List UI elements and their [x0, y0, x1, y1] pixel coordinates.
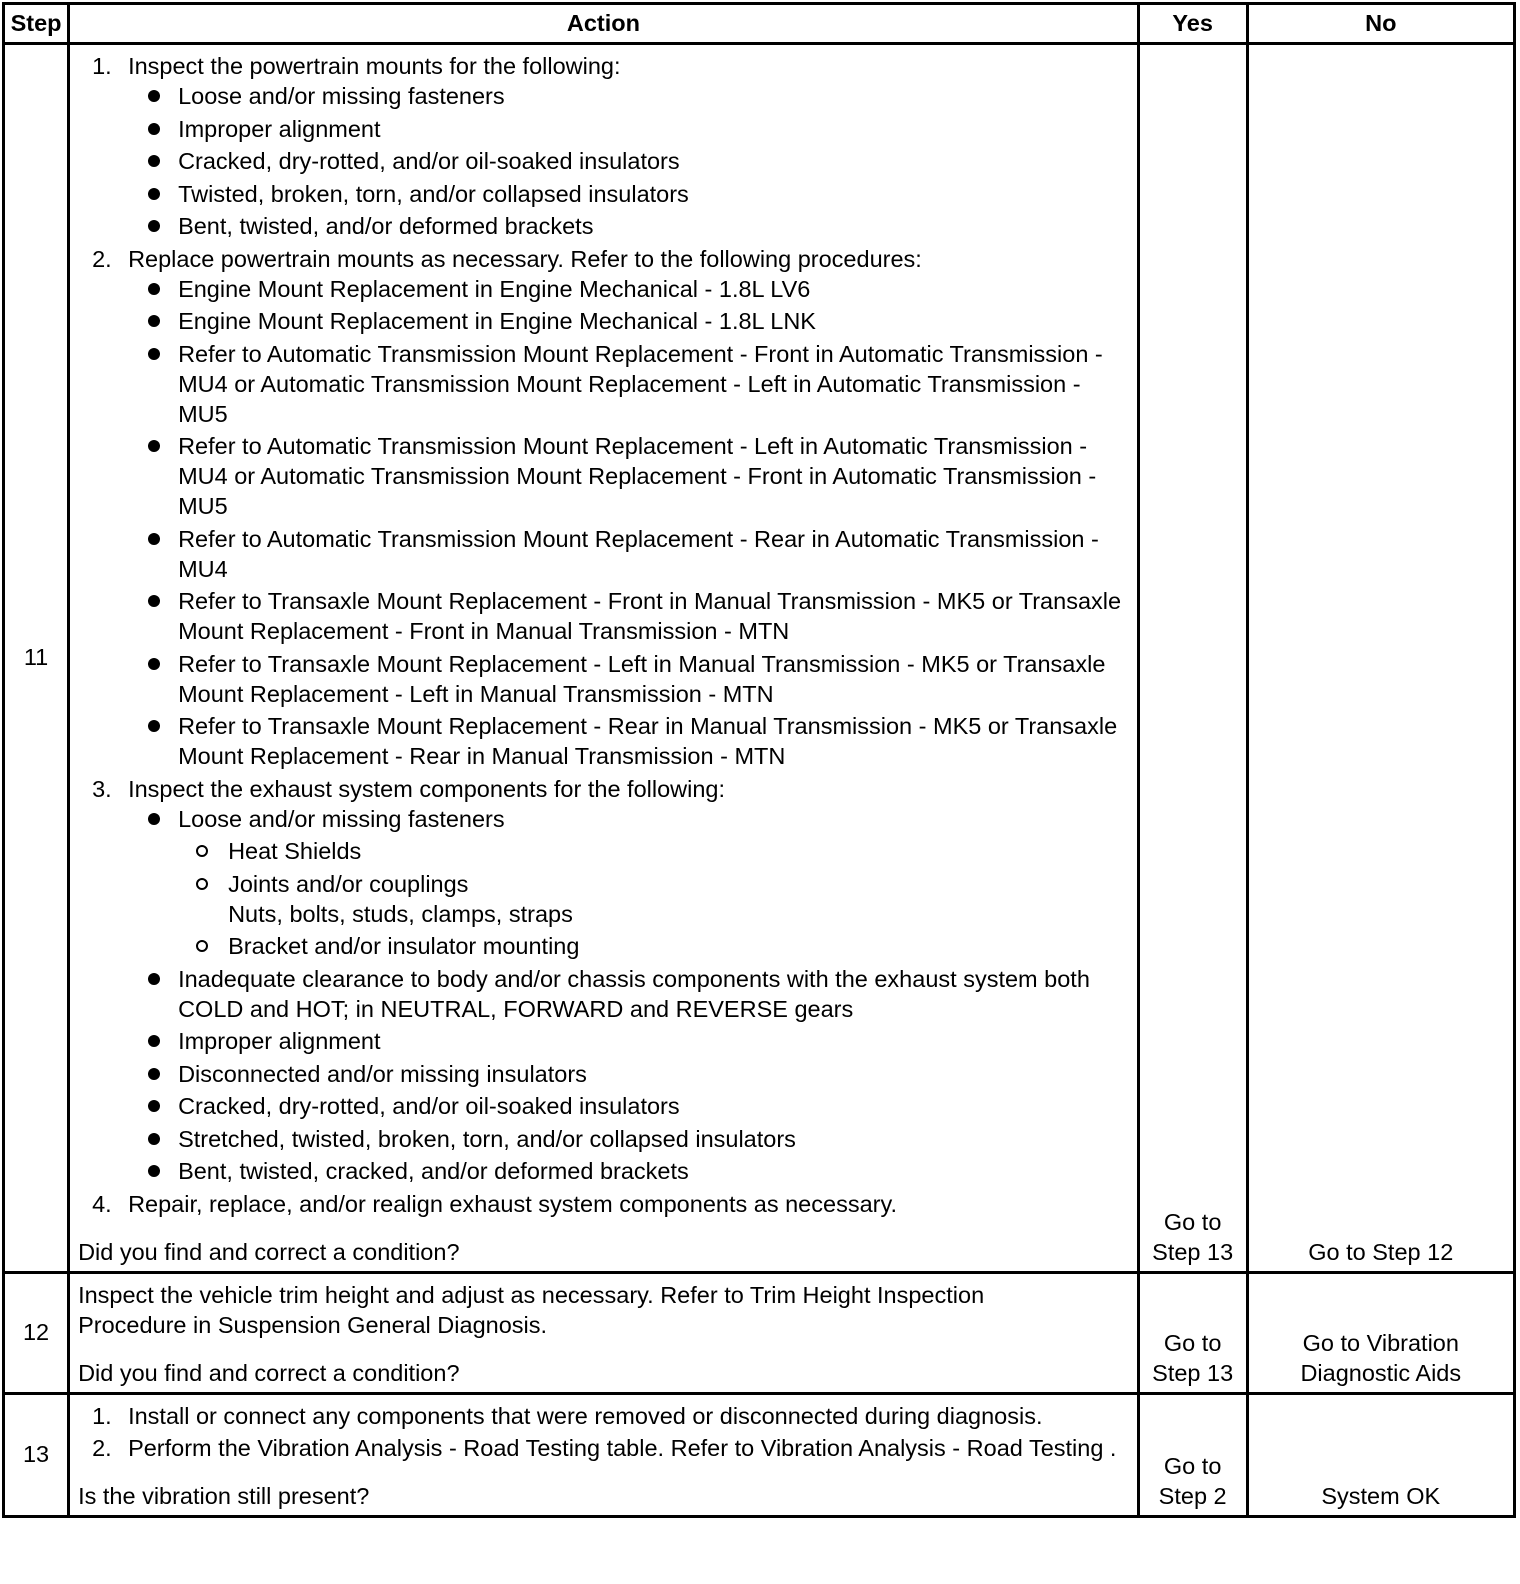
bullet-icon [148, 220, 160, 232]
bullet-icon [148, 658, 160, 670]
yes-link[interactable]: Step 2 [1158, 1482, 1227, 1509]
procedure-link-item: Refer to Transaxle Mount Replacement - Rear in Manual Transmission - MK5 or Transaxle Mount Replacement - Rear in Manual Transmission - MTN [78, 711, 1129, 771]
table-row-step-13 [4, 1393, 1515, 1516]
bullet-icon [148, 1100, 160, 1112]
yes-link[interactable]: Step 13 [1152, 1238, 1234, 1265]
step-number: 13 [4, 1393, 69, 1516]
no-cell [1247, 1272, 1514, 1393]
bullet-icon [148, 283, 160, 295]
header-action: Action [69, 4, 1139, 44]
no-link[interactable]: Go to Step 12 [1308, 1238, 1454, 1265]
action-cell [69, 44, 1139, 1273]
bullet-icon [148, 348, 160, 360]
bullet-icon [148, 1133, 160, 1145]
bullet-list [78, 964, 1129, 1187]
bullet-icon [148, 155, 160, 167]
bullet-icon [148, 1165, 160, 1177]
list-item: Inadequate clearance to body and/or chassis components with the exhaust system both COLD and HOT; in NEUTRAL, FORWARD and REVERSE gears [78, 964, 1129, 1024]
bullet-icon [148, 123, 160, 135]
bullet-icon [148, 440, 160, 452]
bullet-list [78, 274, 1129, 772]
action-cell [69, 1393, 1139, 1516]
list-item: Loose and/or missing fasteners [78, 804, 1129, 834]
list-item: 2. Replace powertrain mounts as necessary. Refer to the following procedures: [92, 245, 922, 272]
list-item: 4. Repair, replace, and/or realign exhaust system components as necessary. [92, 1190, 897, 1217]
bullet-icon [148, 533, 160, 545]
procedure-link-item: Engine Mount Replacement in Engine Mechanical - 1.8L LNK [78, 306, 1129, 336]
procedure-link-item: Refer to Automatic Transmission Mount Replacement - Front in Automatic Transmission - MU4 or Automatic Transmission Mount Replacement - Left in Automatic Transmission - MU5 [78, 339, 1129, 429]
list-item: Joints and/or couplings Nuts, bolts, studs, clamps, straps [78, 869, 1129, 929]
bullet-icon [148, 595, 160, 607]
yes-link[interactable]: Go to [1163, 1452, 1222, 1479]
bullet-icon [148, 720, 160, 732]
no-cell [1247, 1393, 1514, 1516]
bullet-icon [148, 1035, 160, 1047]
bullet-list [78, 804, 1129, 834]
action-list [78, 1401, 1129, 1463]
yes-cell [1138, 1272, 1247, 1393]
question-text: Did you find and correct a condition? [78, 1238, 460, 1265]
question-text: Is the vibration still present? [78, 1482, 370, 1509]
list-item: Disconnected and/or missing insulators [78, 1059, 1129, 1089]
table-row-step-11 [4, 44, 1515, 1273]
procedure-link-item: Refer to Transaxle Mount Replacement - Front in Manual Transmission - MK5 or Transaxle Mount Replacement - Front in Manual Transmission - MTN [78, 586, 1129, 646]
list-item: 1. Inspect the powertrain mounts for the following: [92, 53, 621, 79]
action-text: Inspect the vehicle trim height and adjust as necessary. Refer to Trim Height Inspection Procedure in Suspension General Diagnosis. [78, 1281, 985, 1338]
list-item: 3. Inspect the exhaust system components for the following: [92, 775, 726, 802]
action-list [78, 774, 1129, 804]
yes-link[interactable]: Go to [1163, 1208, 1222, 1235]
header-step: Step [4, 4, 69, 44]
bullet-icon [148, 813, 160, 825]
hollow-bullet-icon [196, 878, 208, 890]
list-item: Bracket and/or insulator mounting [78, 931, 1129, 961]
list-item: Loose and/or missing fasteners [78, 81, 1129, 111]
list-item: Improper alignment [78, 1026, 1129, 1056]
diagnostic-table [2, 2, 1516, 1518]
bullet-list [78, 81, 1129, 241]
list-item: Bent, twisted, and/or deformed brackets [78, 211, 1129, 241]
bullet-icon [148, 90, 160, 102]
no-link[interactable]: Go to Vibration [1302, 1329, 1459, 1356]
action-cell [69, 1272, 1139, 1393]
action-list [78, 244, 1129, 274]
step-number: 12 [4, 1272, 69, 1393]
yes-cell [1138, 1393, 1247, 1516]
yes-link[interactable]: Step 13 [1152, 1359, 1234, 1386]
list-item: 1. Install or connect any components that were removed or disconnected during diagnosis. [92, 1402, 1043, 1429]
bullet-icon [148, 188, 160, 200]
bullet-icon [148, 1068, 160, 1080]
header-no: No [1247, 4, 1514, 44]
list-item: Bent, twisted, cracked, and/or deformed brackets [78, 1156, 1129, 1186]
procedure-link-item: Refer to Automatic Transmission Mount Replacement - Rear in Automatic Transmission - MU4 [78, 524, 1129, 584]
procedure-link-item: Engine Mount Replacement in Engine Mechanical - 1.8L LV6 [78, 274, 1129, 304]
yes-link[interactable]: Go to [1163, 1329, 1222, 1356]
no-cell [1247, 44, 1514, 1273]
procedure-link-item: Refer to Automatic Transmission Mount Replacement - Left in Automatic Transmission - MU4 or Automatic Transmission Mount Replacement - Front in Automatic Transmission - MU5 [78, 431, 1129, 521]
list-item: Improper alignment [78, 114, 1129, 144]
table-row-step-12 [4, 1272, 1515, 1393]
list-item: Cracked, dry-rotted, and/or oil-soaked insulators [78, 1091, 1129, 1121]
hollow-bullet-icon [196, 845, 208, 857]
list-item: Twisted, broken, torn, and/or collapsed insulators [78, 179, 1129, 209]
question-text: Did you find and correct a condition? [78, 1359, 460, 1386]
list-item: Cracked, dry-rotted, and/or oil-soaked insulators [78, 146, 1129, 176]
list-item: Heat Shields [78, 836, 1129, 866]
bullet-icon [148, 973, 160, 985]
no-link[interactable]: System OK [1321, 1482, 1441, 1509]
yes-cell [1138, 44, 1247, 1273]
action-list [78, 51, 1129, 81]
header-yes: Yes [1138, 4, 1247, 44]
table-header-row [4, 4, 1515, 44]
step-number: 11 [4, 44, 69, 1273]
no-link[interactable]: Diagnostic Aids [1300, 1359, 1462, 1386]
action-list [78, 1189, 1129, 1219]
procedure-link-item: Refer to Transaxle Mount Replacement - Left in Manual Transmission - MK5 or Transaxle Mount Replacement - Left in Manual Transmission - MTN [78, 649, 1129, 709]
sub-bullet-list [78, 836, 1129, 961]
list-item: 2. Perform the Vibration Analysis - Road Testing table. Refer to Vibration Analysis - Road Testing . [92, 1434, 1117, 1461]
list-item: Stretched, twisted, broken, torn, and/or collapsed insulators [78, 1124, 1129, 1154]
bullet-icon [148, 315, 160, 327]
hollow-bullet-icon [196, 940, 208, 952]
